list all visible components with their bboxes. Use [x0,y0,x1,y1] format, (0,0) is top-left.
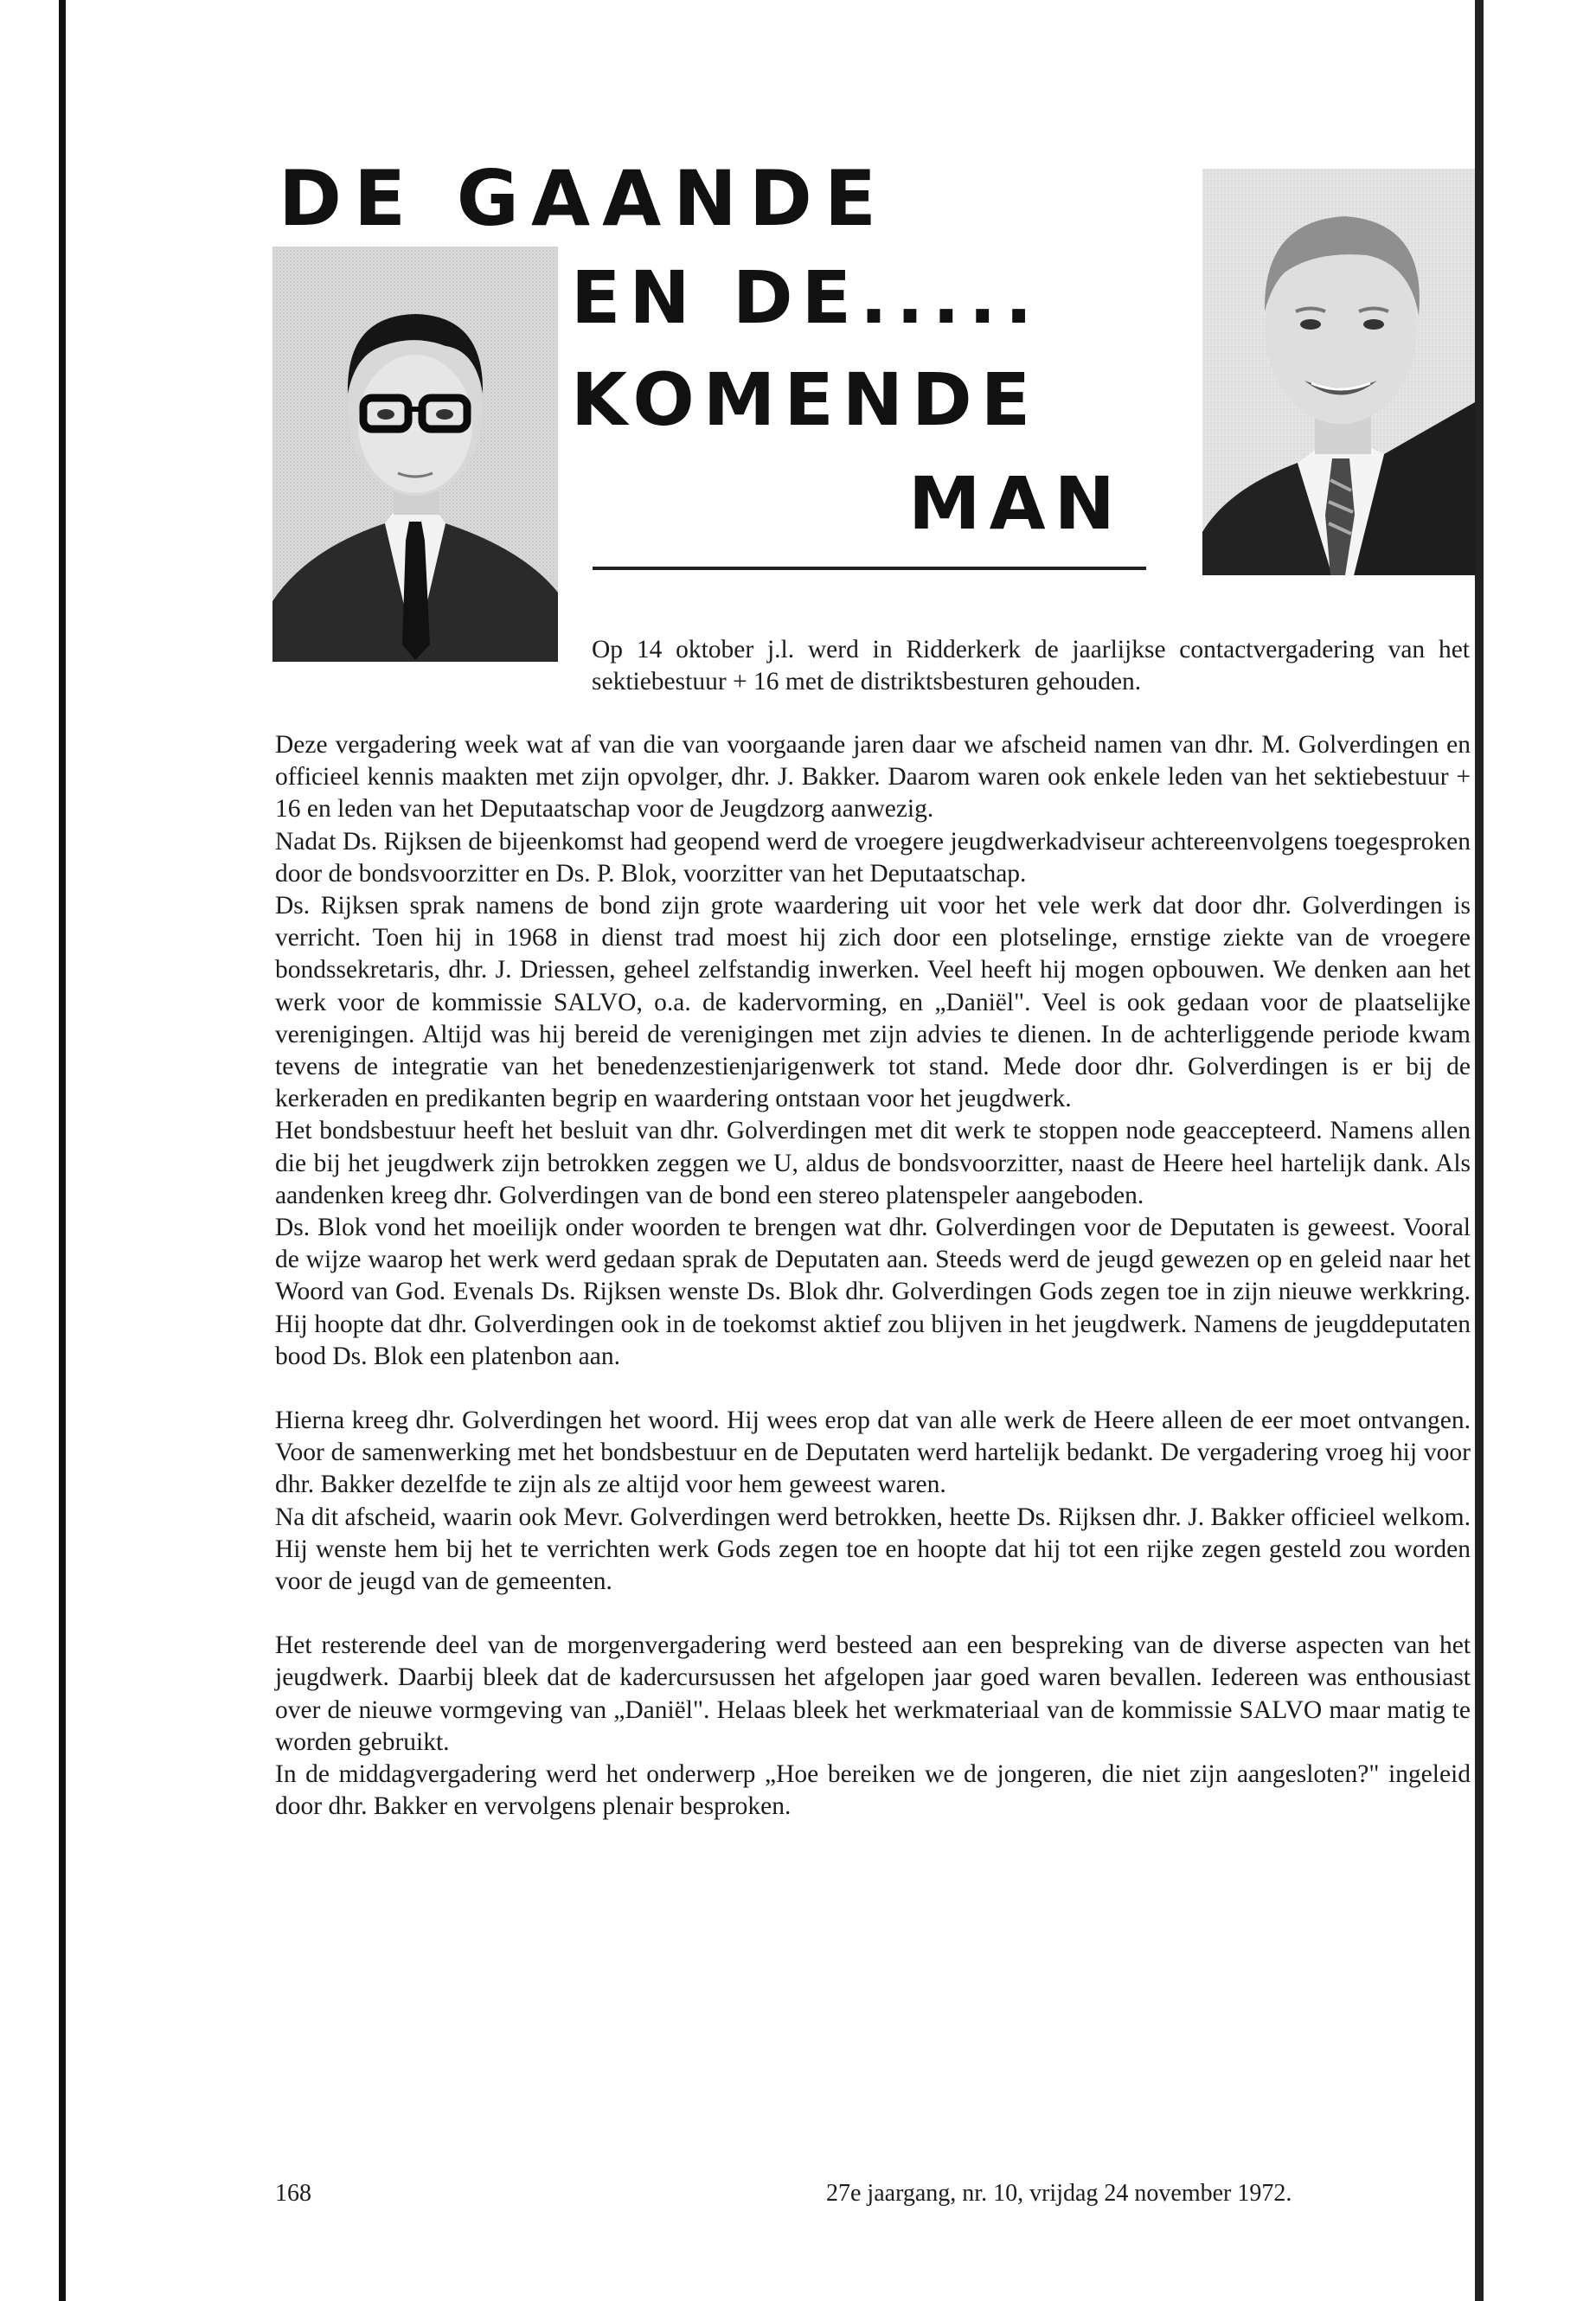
scan-edge-left [59,0,66,2301]
scan-edge-right [1475,0,1484,2301]
article-paragraph: Nadat Ds. Rijksen de bijeenkomst had geopend werd de vroegere jeugdwerkadviseur achtereenvolgens toegesproken door de bondsvoorzitter en Ds. P. Blok, voorzitter van het Deputaatschap. [275,827,1471,888]
article-intro: Op 14 oktober j.l. werd in Ridderkerk de jaarlijkse contactvergadering van het sektiebestuur + 16 met de distriktsbesturen gehouden. [592,636,1470,696]
article-body [275,729,1471,1823]
article-paragraph: Hierna kreeg dhr. Golverdingen het woord. Hij wees erop dat van alle werk de Heere alleen de eer moet ontvangen. Voor de samenwerking met het bondsbestuur en de Deputaten werd hartelijk bedankt. De vergadering vroeg hij voor dhr. Bakker dezelfde te zijn als ze altijd voor hem geweest waren. [275,1407,1471,1499]
page-number: 168 [275,2180,311,2207]
headline-line-2: EN DE..... [571,255,1042,340]
portrait-incoming-image [1202,169,1475,575]
article-paragraph: Ds. Rijksen sprak namens de bond zijn grote waardering uit voor het vele werk dat door dhr. Golverdingen is verricht. Toen hij in 1968 in dienst trad moest hij zich door een plotselinge, ernstige ziekte van de vroegere bondssekretaris, dhr. J. Driessen, geheel zelfstandig inwerken. Veel heeft hij mogen opbouwen. We denken aan het werk voor de kommissie SALVO, o.a. de kadervorming, en „Daniël". Veel is ook gedaan voor de plaatselijke verenigingen. Altijd was hij bereid de verenigingen met zijn advies te dienen. In de achterliggende periode kwam tevens de integratie van het benedenzestienjarigenwerk tot stand. Mede door dhr. Golverdingen is er bij de kerkeraden en predikanten begrip en waardering ontstaan voor het jeugdwerk. [275,892,1471,1113]
portrait-outgoing [272,247,558,662]
issue-info: 27e jaargang, nr. 10, vrijdag 24 november 1972. [826,2180,1292,2207]
headline-line-4: MAN [908,461,1124,546]
portrait-outgoing-image [272,247,558,662]
portrait-incoming [1202,169,1475,575]
article-paragraph: Deze vergadering week wat af van die van voorgaande jaren daar we afscheid namen van dhr. M. Golverdingen en officieel kennis maakten met zijn opvolger, dhr. J. Bakker. Daarom waren ook enkele leden van het sektiebestuur + 16 en leden van het Deputaatschap voor de Jeugdzorg aanwezig. [275,731,1471,824]
headline-rule [593,567,1146,570]
article-paragraph: Het resterende deel van de morgenvergadering werd besteed aan een bespreking van de diverse aspecten van het jeugdwerk. Daarbij bleek dat de kadercursussen het afgelopen jaar goed waren bevallen. Iedereen was enthousiast over de nieuwe vormgeving van „Daniël". Helaas bleek het werkmateriaal van de kommissie SALVO maar matig te worden gebruikt. [275,1631,1471,1756]
article-paragraph: In de middagvergadering werd het onderwerp „Hoe bereiken we de jongeren, die niet zijn aangesloten?" ingeleid door dhr. Bakker en vervolgens plenair besproken. [275,1760,1471,1821]
headline-line-3: KOMENDE [571,357,1040,442]
headline-line-1: DE GAANDE [279,154,889,243]
article-paragraph: Ds. Blok vond het moeilijk onder woorden te brengen wat dhr. Golverdingen voor de Deputaten is geweest. Vooral de wijze waarop het werk werd gedaan sprak de Deputaten aan. Steeds werd de jeugd gewezen op en geleid naar het Woord van God. Evenals Ds. Rijksen wenste Ds. Blok dhr. Golverdingen Gods zegen toe in zijn nieuwe werkkring. Hij hoopte dat dhr. Golverdingen ook in de toekomst aktief zou blijven in het jeugdwerk. Namens de jeugddeputaten bood Ds. Blok een platenbon aan. [275,1214,1471,1370]
article-paragraph: Na dit afscheid, waarin ook Mevr. Golverdingen werd betrokken, heette Ds. Rijksen dhr. J. Bakker officieel welkom. Hij wenste hem bij het te verrichten werk Gods zegen toe en hoopte dat hij tot een rijke zegen gesteld zou worden voor de jeugd van de gemeenten. [275,1503,1471,1596]
article-paragraph: Het bondsbestuur heeft het besluit van dhr. Golverdingen met dit werk te stoppen node geaccepteerd. Namens allen die bij het jeugdwerk zijn betrokken zeggen we U, aldus de bondsvoorzitter, naast de Heere heel hartelijk dank. Als aandenken kreeg dhr. Golverdingen van de bond een stereo platenspeler aangeboden. [275,1117,1471,1209]
